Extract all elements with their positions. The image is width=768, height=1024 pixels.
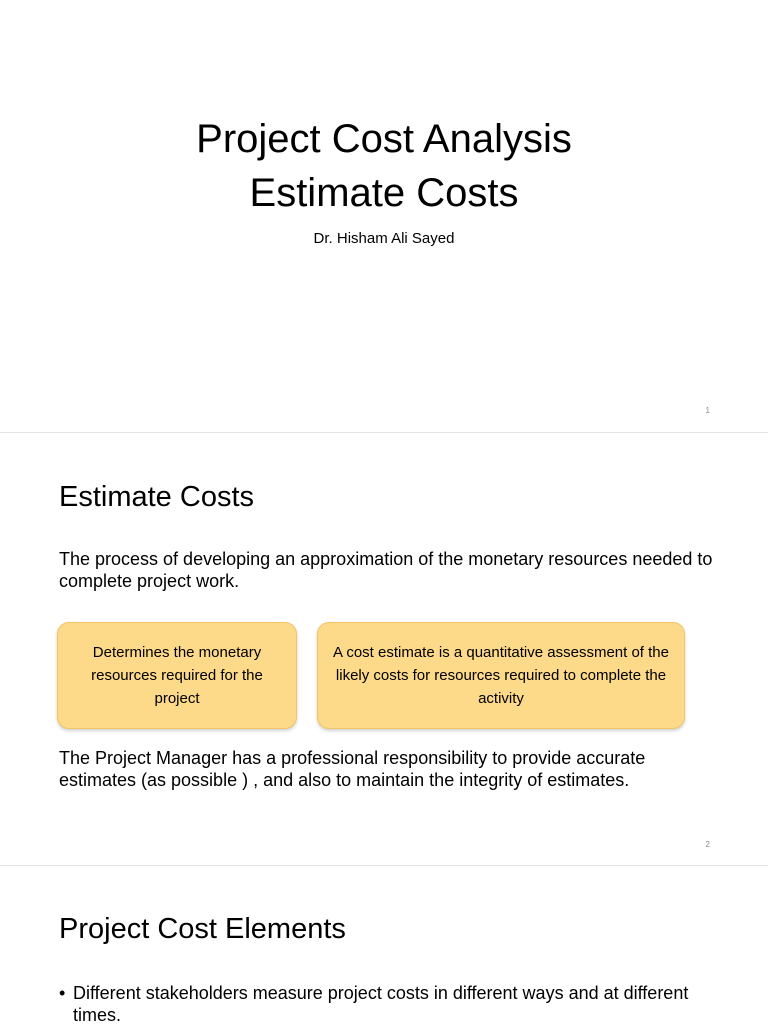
presentation-title: [0, 112, 768, 220]
slide-page-number: 1: [705, 406, 710, 415]
title-line-2: Estimate Costs: [249, 171, 519, 215]
info-box-cost-estimate: [317, 622, 685, 729]
bullet-item: • Different stakeholders measure project costs in different ways and at different times.: [59, 982, 719, 1024]
info-box-text: Determines the monetary resources required for the project: [91, 644, 263, 707]
intro-paragraph: The process of developing an approximation of the monetary resources needed to complete project work.: [59, 549, 713, 591]
info-box-text: A cost estimate is a quantitative assessment of the likely costs for resources required to complete the activity: [332, 644, 669, 707]
info-box-monetary-resources: [57, 622, 297, 729]
project-manager-paragraph: The Project Manager has a professional responsibility to provide accurate estimates (as possible ) , and also to maintain the integrity of estimates.: [59, 748, 646, 790]
slide-heading: Project Cost Elements: [59, 913, 346, 945]
author-name: Dr. Hisham Ali Sayed: [313, 230, 455, 247]
slide-heading: Estimate Costs: [59, 481, 254, 513]
slide-estimate-costs: [0, 433, 768, 865]
slide-title: [0, 0, 768, 432]
title-line-1: Project Cost Analysis: [196, 117, 572, 161]
slide-cost-elements: [0, 866, 768, 1024]
slide-page-number: 2: [705, 840, 710, 849]
bullet-list: [59, 982, 719, 1024]
